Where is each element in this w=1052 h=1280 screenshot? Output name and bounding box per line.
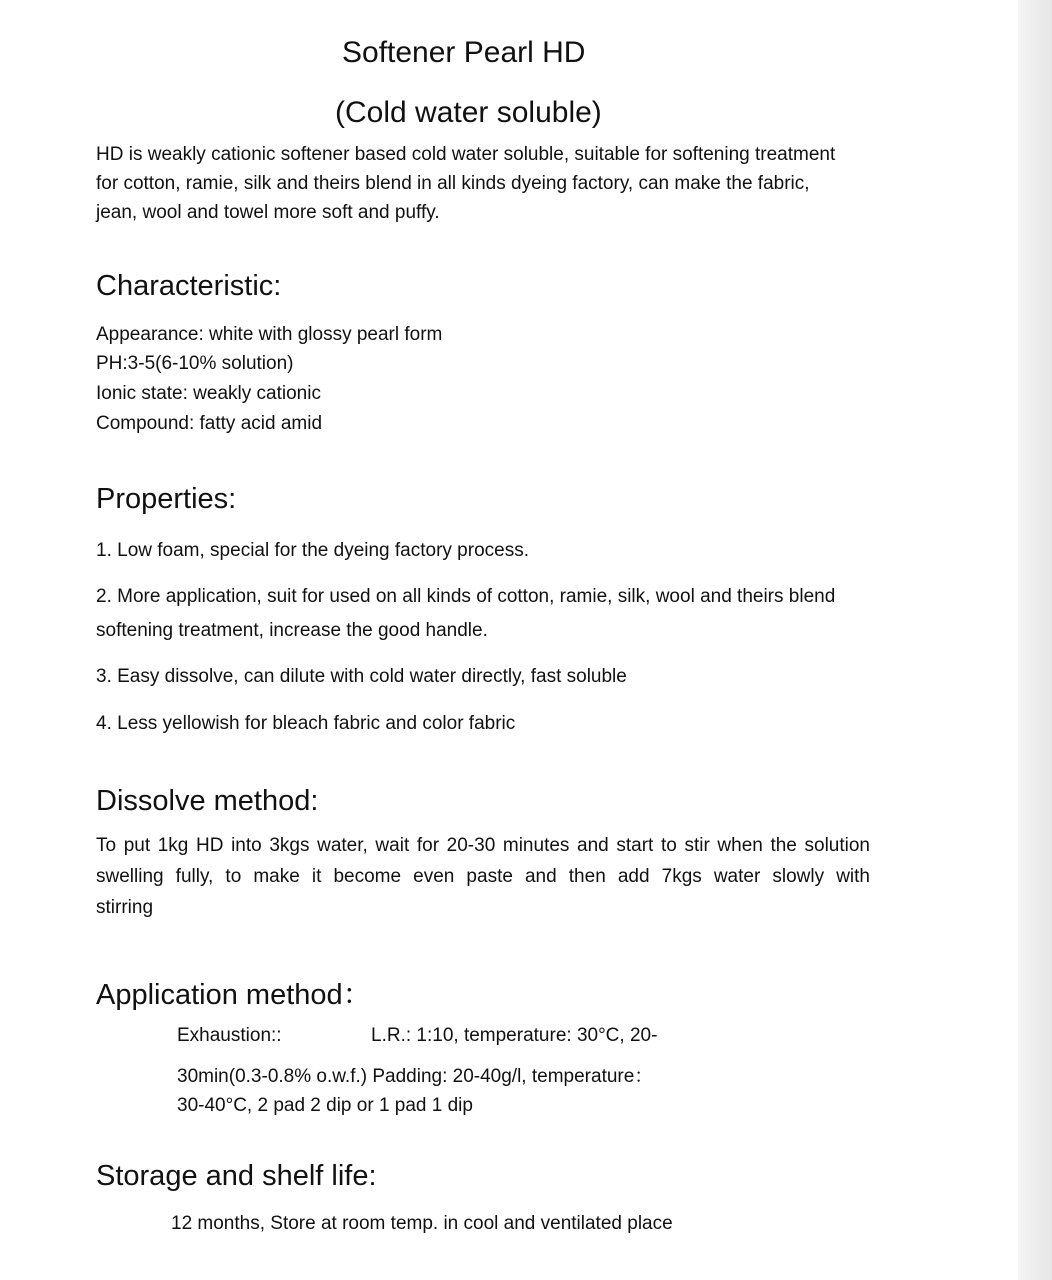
dissolve-line-1: To put 1kg HD into 3kgs water, wait for 20-30 minutes and start to stir when the solution: [96, 835, 870, 856]
storage-heading: Storage and shelf life:: [96, 1160, 377, 1192]
application-line-3: 30-40°C, 2 pad 2 dip or 1 pad 1 dip: [177, 1095, 473, 1116]
characteristic-item-compound: Compound: fatty acid amid: [96, 413, 323, 434]
application-exhaustion-label: Exhaustion::: [177, 1025, 282, 1046]
characteristic-item-appearance: Appearance: white with glossy pearl form: [96, 324, 443, 345]
property-item-2-line-1: 2. More application, suit for used on all kinds of cotton, ramie, silk, wool and theirs blend: [96, 586, 836, 607]
property-item-4: 4. Less yellowish for bleach fabric and color fabric: [96, 713, 516, 734]
intro-line-1: HD is weakly cationic softener based cold water soluble, suitable for softening treatment: [96, 144, 836, 165]
dissolve-heading: Dissolve method:: [96, 785, 319, 817]
intro-line-2: for cotton, ramie, silk and theirs blend in all kinds dyeing factory, can make the fabric,: [96, 173, 810, 194]
characteristic-heading: Characteristic:: [96, 270, 282, 302]
characteristic-item-ionic: Ionic state: weakly cationic: [96, 383, 321, 404]
dissolve-line-3: stirring: [96, 897, 154, 918]
storage-text: 12 months, Store at room temp. in cool and ventilated place: [171, 1213, 673, 1234]
document-title: Softener Pearl HD: [342, 36, 586, 69]
page-edge: [1018, 0, 1052, 1280]
property-item-2-line-2: softening treatment, increase the good handle.: [96, 620, 488, 641]
document-subtitle: (Cold water soluble): [335, 96, 602, 129]
dissolve-line-2: swelling fully, to make it become even paste and then add 7kgs water slowly with: [96, 866, 870, 887]
application-exhaustion-value: L.R.: 1:10, temperature: 30°C, 20-: [371, 1025, 658, 1046]
application-line-2: 30min(0.3-0.8% o.w.f.) Padding: 20-40g/l, temperature：: [177, 1066, 654, 1087]
property-item-3: 3. Easy dissolve, can dilute with cold water directly, fast soluble: [96, 666, 627, 687]
properties-heading: Properties:: [96, 483, 237, 515]
intro-line-3: jean, wool and towel more soft and puffy.: [96, 202, 440, 223]
application-heading: Application method：: [96, 979, 372, 1011]
characteristic-item-ph: PH:3-5(6-10% solution): [96, 353, 294, 374]
property-item-1: 1. Low foam, special for the dyeing factory process.: [96, 540, 529, 561]
